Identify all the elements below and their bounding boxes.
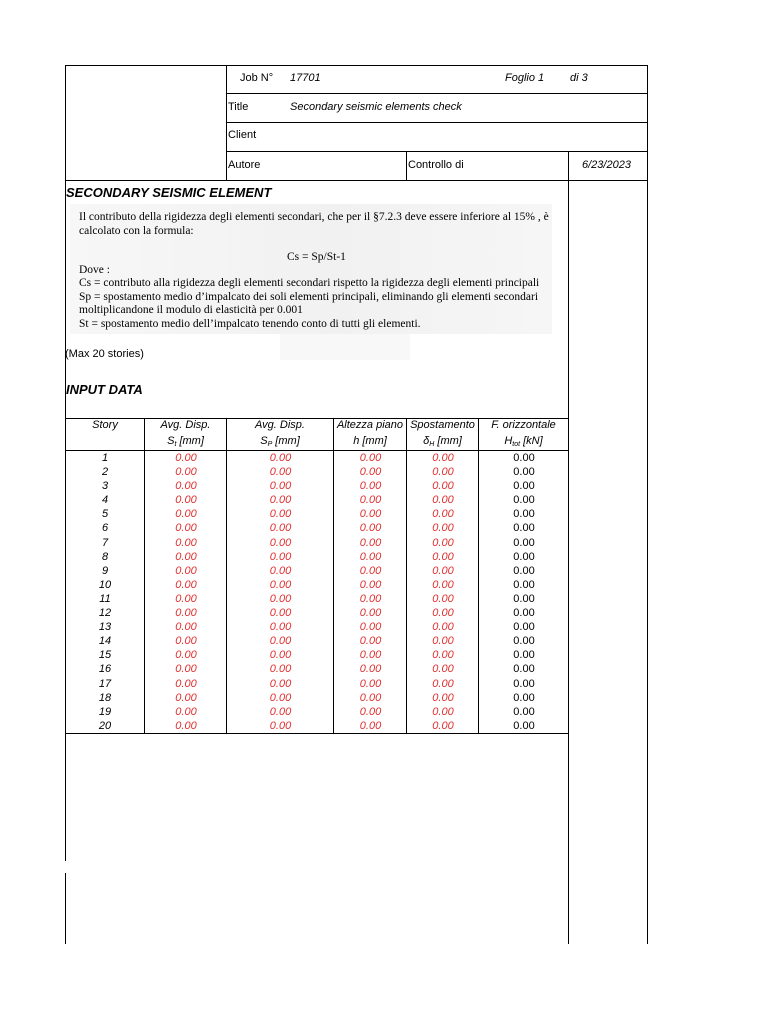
htot-value-cell: 0.00 (513, 466, 535, 479)
description-line-1: Il contributo della rigidezza degli elementi secondari, che per il §7.2.3 deve essere inferiore al 15% , è (79, 211, 549, 223)
htot-value-cell: 0.00 (513, 564, 535, 577)
sp-input-cell[interactable]: 0.00 (269, 522, 292, 535)
st-input-cell[interactable]: 0.00 (175, 635, 197, 648)
sp-input-cell[interactable]: 0.00 (269, 691, 292, 704)
dh-input-cell[interactable]: 0.00 (432, 607, 454, 620)
story-cell: 1 (101, 452, 109, 464)
sp-input-cell[interactable]: 0.00 (269, 705, 292, 718)
htot-value-cell: 0.00 (513, 536, 535, 549)
section-title: SECONDARY SEISMIC ELEMENT (66, 185, 272, 200)
htot-value-cell: 0.00 (513, 705, 535, 718)
htot-value-cell: 0.00 (513, 719, 535, 732)
h-input-cell[interactable]: 0.00 (359, 677, 382, 690)
htot-value-cell: 0.00 (513, 677, 535, 690)
sp-definition-1: Sp = spostamento medio d’impalcato dei soli elementi principali, eliminando gli elementi secondari (79, 291, 539, 303)
sp-input-cell[interactable]: 0.00 (269, 564, 292, 577)
job-value: 17701 (290, 72, 321, 84)
h-input-cell[interactable]: 0.00 (359, 607, 382, 620)
max-stories-note: (Max 20 stories) (65, 348, 144, 360)
sp-input-cell[interactable]: 0.00 (269, 536, 292, 549)
table-row (65, 705, 569, 719)
sp-definition-2: moltiplicandone il modulo di elasticità per 0.001 (79, 304, 303, 316)
dh-input-cell[interactable]: 0.00 (432, 578, 454, 591)
story-cell: 19 (98, 705, 112, 718)
sp-input-cell[interactable]: 0.00 (269, 508, 292, 521)
header-st-top: Avg. Disp. (160, 419, 211, 431)
h-input-cell[interactable]: 0.00 (359, 578, 382, 591)
htot-value-cell: 0.00 (513, 522, 535, 535)
st-input-cell[interactable]: 0.00 (175, 677, 197, 690)
htot-value-cell: 0.00 (513, 508, 535, 521)
table-row (65, 578, 569, 592)
input-data-table-body (65, 451, 569, 733)
header-dh-bottom: $\delta_H$ [mm] (423, 435, 462, 448)
st-input-cell[interactable]: 0.00 (175, 719, 197, 732)
check-label: Controllo di (408, 159, 464, 171)
sp-input-cell[interactable]: 0.00 (269, 607, 292, 620)
st-input-cell[interactable]: 0.00 (175, 705, 197, 718)
dh-input-cell[interactable]: 0.00 (432, 691, 454, 704)
story-cell: 13 (98, 621, 112, 634)
dh-input-cell[interactable]: 0.00 (432, 564, 454, 577)
sp-input-cell[interactable]: 0.00 (269, 719, 292, 732)
htot-value-cell: 0.00 (513, 635, 535, 648)
sp-input-cell[interactable]: 0.00 (269, 621, 292, 634)
dh-input-cell[interactable]: 0.00 (432, 677, 454, 690)
htot-value-cell: 0.00 (513, 621, 535, 634)
h-input-cell[interactable]: 0.00 (359, 635, 382, 648)
dh-input-cell[interactable]: 0.00 (432, 494, 454, 507)
sheet-label: Foglio 1 (505, 72, 545, 84)
h-input-cell[interactable]: 0.00 (359, 522, 382, 535)
header-row-line-3 (226, 151, 648, 152)
story-cell: 15 (98, 649, 112, 662)
table-bottom-line (65, 733, 569, 734)
job-label: Job N° (240, 72, 274, 84)
header-row-line-1 (226, 93, 648, 94)
title-label: Title (228, 101, 249, 113)
dh-input-cell[interactable]: 0.00 (432, 592, 454, 605)
h-input-cell[interactable]: 0.00 (359, 550, 382, 563)
story-cell: 16 (98, 663, 112, 676)
st-input-cell[interactable]: 0.00 (175, 494, 197, 507)
h-input-cell[interactable]: 0.00 (359, 691, 382, 704)
table-row (65, 634, 569, 648)
h-input-cell[interactable]: 0.00 (359, 719, 382, 732)
frame-left-lower (65, 873, 66, 944)
st-input-cell[interactable]: 0.00 (175, 480, 197, 493)
h-input-cell[interactable]: 0.00 (359, 508, 382, 521)
dh-input-cell[interactable]: 0.00 (432, 508, 454, 521)
formula: Cs = Sp/St-1 (287, 251, 346, 263)
h-input-cell[interactable]: 0.00 (359, 466, 382, 479)
dh-input-cell[interactable]: 0.00 (432, 466, 454, 479)
table-row (65, 550, 569, 564)
st-input-cell[interactable]: 0.00 (175, 621, 197, 634)
story-cell: 6 (101, 522, 109, 535)
frame-top (65, 65, 648, 66)
header-divider-author (406, 151, 407, 180)
dh-input-cell[interactable]: 0.00 (432, 480, 454, 493)
story-cell: 10 (98, 578, 112, 591)
dh-input-cell[interactable]: 0.00 (432, 649, 454, 662)
st-input-cell[interactable]: 0.00 (175, 607, 197, 620)
dh-input-cell[interactable]: 0.00 (432, 705, 454, 718)
sp-input-cell[interactable]: 0.00 (269, 592, 292, 605)
table-row (65, 620, 569, 634)
story-cell: 12 (98, 607, 112, 620)
st-input-cell[interactable]: 0.00 (175, 536, 197, 549)
h-input-cell[interactable]: 0.00 (359, 649, 382, 662)
st-input-cell[interactable]: 0.00 (175, 564, 197, 577)
sp-input-cell[interactable]: 0.00 (269, 466, 292, 479)
story-cell: 17 (98, 677, 112, 690)
sp-input-cell[interactable]: 0.00 (269, 649, 292, 662)
sp-input-cell[interactable]: 0.00 (269, 635, 292, 648)
st-input-cell[interactable]: 0.00 (175, 592, 197, 605)
header-st-bottom: $S_t$ [mm] (167, 435, 204, 448)
dh-input-cell[interactable]: 0.00 (432, 663, 454, 676)
st-input-cell[interactable]: 0.00 (175, 578, 197, 591)
htot-value-cell: 0.00 (513, 550, 535, 563)
sheet-total: di 3 (570, 72, 588, 84)
author-label: Autore (228, 159, 261, 171)
st-input-cell[interactable]: 0.00 (175, 550, 197, 563)
frame-right (647, 65, 648, 944)
sp-input-cell[interactable]: 0.00 (269, 677, 292, 690)
h-input-cell[interactable]: 0.00 (359, 564, 382, 577)
table-row (65, 648, 569, 662)
htot-value-cell: 0.00 (513, 691, 535, 704)
header-sp-bottom: $S_P$ [mm] (260, 435, 300, 448)
table-row (65, 662, 569, 676)
dh-input-cell[interactable]: 0.00 (432, 522, 454, 535)
header-htot-top: F. orizzontale (491, 419, 556, 431)
st-input-cell[interactable]: 0.00 (175, 691, 197, 704)
sp-input-cell[interactable]: 0.00 (269, 494, 292, 507)
st-input-cell[interactable]: 0.00 (175, 452, 197, 464)
sp-input-cell[interactable]: 0.00 (269, 452, 292, 464)
header-h-bottom: h [mm] (353, 435, 387, 447)
story-cell: 4 (101, 494, 109, 507)
dh-input-cell[interactable]: 0.00 (432, 536, 454, 549)
table-row (65, 507, 569, 521)
description-background-tail (280, 334, 410, 360)
story-cell: 3 (101, 480, 109, 493)
htot-value-cell: 0.00 (513, 607, 535, 620)
table-row (65, 521, 569, 535)
sp-input-cell[interactable]: 0.00 (269, 550, 292, 563)
input-data-table (65, 451, 569, 733)
story-cell: 11 (99, 592, 111, 605)
header-story: Story (92, 419, 118, 431)
st-input-cell[interactable]: 0.00 (175, 508, 197, 521)
h-input-cell[interactable]: 0.00 (359, 480, 382, 493)
htot-value-cell: 0.00 (513, 592, 535, 605)
sp-input-cell[interactable]: 0.00 (269, 578, 292, 591)
h-input-cell[interactable]: 0.00 (359, 621, 382, 634)
table-row (65, 592, 569, 606)
table-row (65, 479, 569, 493)
dh-input-cell[interactable]: 0.00 (432, 719, 454, 732)
cs-definition: Cs = contributo alla rigidezza degli elementi secondari rispetto la rigidezza degli elementi principali (79, 277, 540, 289)
title-value: Secondary seismic elements check (290, 101, 462, 113)
story-cell: 20 (98, 719, 112, 732)
table-row (65, 493, 569, 507)
htot-value-cell: 0.00 (513, 452, 535, 464)
st-input-cell[interactable]: 0.00 (175, 522, 197, 535)
h-input-cell[interactable]: 0.00 (359, 592, 382, 605)
header-h-top: Altezza piano (336, 419, 404, 431)
header-bottom-line (65, 180, 648, 181)
story-cell: 18 (98, 691, 112, 704)
story-cell: 5 (101, 508, 109, 521)
htot-value-cell: 0.00 (513, 663, 535, 676)
story-cell: 7 (101, 536, 109, 549)
h-input-cell[interactable]: 0.00 (359, 452, 382, 464)
htot-value-cell: 0.00 (513, 494, 535, 507)
header-dh-top: Spostamento (410, 419, 475, 431)
story-cell: 8 (101, 550, 109, 563)
h-input-cell[interactable]: 0.00 (359, 663, 382, 676)
table-row (65, 719, 569, 733)
header-row-line-2 (226, 122, 648, 123)
sp-input-cell[interactable]: 0.00 (269, 663, 292, 676)
story-cell: 2 (101, 466, 109, 479)
st-definition: St = spostamento medio dell’impalcato tenendo conto di tutti gli elementi. (79, 318, 421, 330)
story-cell: 9 (101, 564, 109, 577)
date-value: 6/23/2023 (582, 159, 631, 171)
h-input-cell[interactable]: 0.00 (359, 536, 382, 549)
htot-value-cell: 0.00 (513, 480, 535, 493)
client-label: Client (228, 129, 257, 141)
st-input-cell[interactable]: 0.00 (175, 663, 197, 676)
dh-input-cell[interactable]: 0.00 (432, 550, 454, 563)
header-sp-top: Avg. Disp. (255, 419, 305, 431)
table-row (65, 564, 569, 578)
story-cell: 14 (98, 635, 112, 648)
dh-input-cell[interactable]: 0.00 (432, 452, 454, 464)
table-row (65, 691, 569, 705)
table-row (65, 536, 569, 550)
header-htot-bottom: $H_{tot}$ [kN] (504, 435, 543, 448)
dh-input-cell[interactable]: 0.00 (432, 621, 454, 634)
htot-value-cell: 0.00 (513, 578, 535, 591)
h-input-cell[interactable]: 0.00 (359, 494, 382, 507)
htot-value-cell: 0.00 (513, 649, 535, 662)
table-row (65, 677, 569, 691)
st-input-cell[interactable]: 0.00 (175, 649, 197, 662)
h-input-cell[interactable]: 0.00 (359, 705, 382, 718)
table-row (65, 606, 569, 620)
table-row (65, 465, 569, 479)
description-line-2: calcolato con la formula: (79, 225, 194, 237)
table-row (65, 451, 569, 465)
sp-input-cell[interactable]: 0.00 (269, 480, 292, 493)
dh-input-cell[interactable]: 0.00 (432, 635, 454, 648)
where-label: Dove : (79, 264, 110, 276)
header-divider-date (568, 151, 569, 180)
st-input-cell[interactable]: 0.00 (175, 466, 197, 479)
input-data-title: INPUT DATA (66, 382, 143, 397)
